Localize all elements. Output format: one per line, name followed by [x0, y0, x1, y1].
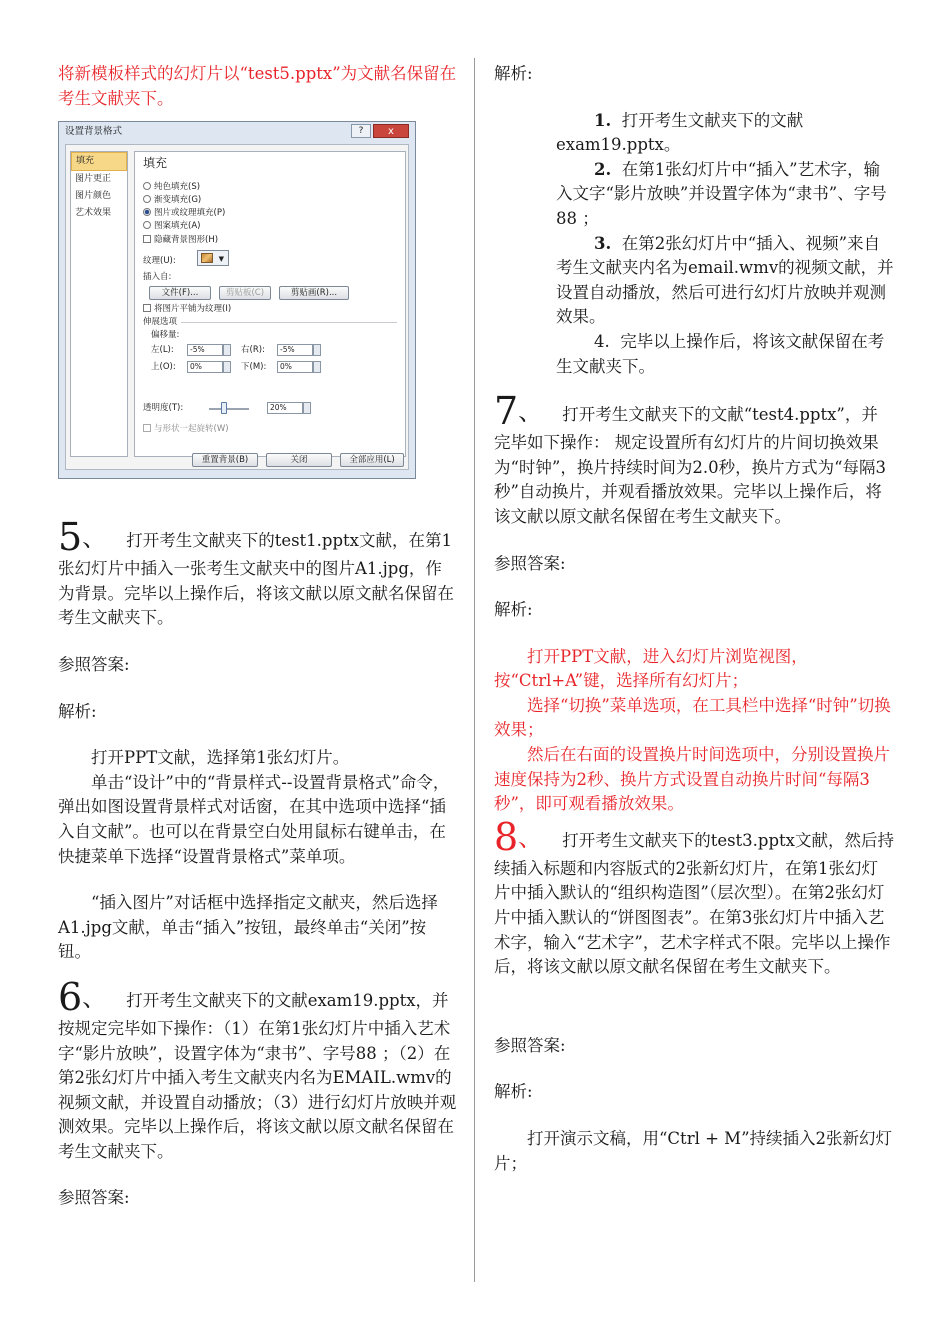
spacer: [494, 530, 894, 552]
analysis-label: 解析:: [494, 1082, 533, 1102]
answer-label: 参照答案:: [58, 654, 130, 674]
clipart-button[interactable]: 剪贴画(R)...: [279, 286, 349, 300]
spacer: [58, 631, 458, 653]
option-solid-fill[interactable]: 纯色填充(S): [143, 182, 200, 193]
top-offset-label: 上(O):: [151, 362, 176, 373]
nav-item-artistic-effects[interactable]: 艺术效果: [75, 208, 112, 219]
option-pattern-fill[interactable]: 图案填充(A): [143, 221, 200, 232]
analysis-red-paragraph: 打开PPT文献，进入幻灯片浏览视图，按“Ctrl+A”键，选择所有幻灯片；: [494, 646, 808, 691]
dialog-nav: [70, 151, 128, 457]
question-text: 打开考生文献夹下的文献exam19.pptx，并按规定完毕如下操作：（1）在第1张幻灯片中插入艺术字“影片放映”，设置字体为“隶书”、字号88 ；（2）在第2张幻灯片中插入考生文献夹内名为EMAIL.wmv的视频文献，并设置自动播放；（3）进行幻灯片放映并观测效果。完毕以上操作后，将该文献以原文献名保留在考生文献夹下。: [58, 990, 457, 1161]
step-item: 2. 在第1张幻灯片中“插入”艺术字，输入文字“影片放映”并设置字体为“隶书”、字号88 ；: [556, 159, 887, 228]
question-text: 打开考生文献夹下的test3.pptx文献，然后持续插入标题和内容版式的2张新幻灯片，在第1张幻灯片中插入默认的“组织构造图”（层次型）。在第2张幻灯片中插入默认的“饼图图表”。在第3张幻灯片中插入艺术字，输入“艺术字”，艺术字样式不限。完毕以上操作后，将该文献以原文献名保留在考生文献夹下。: [494, 830, 894, 977]
right-offset-input[interactable]: -5%: [277, 344, 313, 356]
question-number: 5: [58, 515, 83, 560]
spacer: [58, 479, 458, 517]
spacer: [494, 1012, 894, 1034]
background-format-dialog: [58, 121, 416, 479]
right-offset-label: 右(R):: [241, 345, 265, 356]
question-5: [58, 517, 458, 631]
spacer: [58, 678, 458, 700]
step-item: 1. 打开考生文献夹下的文献exam19.pptx。: [556, 110, 804, 155]
stretch-separator: [181, 322, 397, 323]
apply-all-button[interactable]: 全部应用(L): [340, 453, 404, 467]
answer-label: 参照答案:: [494, 1035, 566, 1055]
question-8: [494, 814, 894, 980]
chevron-down-icon: ▼: [218, 255, 224, 264]
dialog-close-button[interactable]: 关闭: [266, 453, 332, 467]
step-item: 3. 在第2张幻灯片中“插入、视频”来自考生文献夹内名为email.wmv的视频文献，并设置自动播放，然后可进行幻灯片放映并观测效果。: [556, 233, 894, 327]
nav-item-picture-color[interactable]: 图片颜色: [75, 191, 112, 202]
transparency-slider-thumb[interactable]: [221, 402, 227, 414]
spacer: [494, 980, 894, 1012]
analysis-paragraph: 打开演示文稿，用“Ctrl + M”持续插入2张新幻灯片；: [494, 1129, 892, 1173]
bottom-offset-label: 下(M):: [241, 362, 267, 373]
file-button[interactable]: 文件(F)...: [149, 286, 211, 300]
transparency-spinner[interactable]: [303, 402, 311, 414]
reset-background-button[interactable]: 重置背景(B): [192, 453, 258, 467]
hide-background-checkbox[interactable]: 隐藏背景图形(H): [143, 235, 218, 246]
question-number: 8: [494, 814, 519, 859]
question-text: 打开考生文献夹下的test1.pptx文献，在第1张幻灯片中插入一张考生文献夹中的图片A1.jpg，作为背景。完毕以上操作后，将该文献以原文献名保留在考生文献夹下。: [58, 531, 454, 628]
radio-icon: [143, 195, 151, 203]
radio-icon: [143, 221, 151, 229]
transparency-slider-track[interactable]: [209, 408, 249, 410]
answer-label: 参照答案:: [494, 553, 566, 573]
transparency-input[interactable]: 20%: [267, 402, 303, 414]
answer-label: 参照答案:: [58, 1188, 130, 1208]
intro-red-text: 将新模板样式的幻灯片以“test5.pptx”为文献名保留在考生文献夹下。: [58, 64, 457, 108]
bottom-offset-input[interactable]: 0%: [277, 361, 313, 373]
analysis-label: 解析:: [494, 64, 533, 83]
spacer: [494, 576, 894, 598]
insert-from-label: 插入自:: [143, 272, 172, 283]
analysis-paragraph: 单击“设计”中的“背景样式--设置背景格式”命令，弹出如图设置背景样式对话窗，在其中选项中选择“插入自文献”。也可以在背景空白处用鼠标右键单击，在快捷菜单下选择“设置背景格式”菜单项。: [58, 772, 450, 866]
spacer: [494, 87, 894, 109]
question-7: [494, 391, 894, 529]
dialog-body: [65, 144, 409, 470]
spacer: [58, 869, 458, 891]
spacer: [58, 965, 458, 977]
offset-label: 偏移量:: [151, 330, 180, 341]
analysis-paragraph: “插入图片”对话框中选择指定文献夹，然后选择A1.jpg文献，单击“插入”按钮，最终单击“关闭”按钮。: [58, 893, 438, 962]
checkbox-icon: [143, 424, 151, 432]
analysis-red-paragraph: 然后在右面的设置换片时间选项中，分别设置换片速度保持为2秒、换片方式设置自动换片时间“每隔3秒”，即可观看播放效果。: [494, 745, 890, 814]
left-offset-input[interactable]: -5%: [187, 344, 223, 356]
question-number: 7: [494, 389, 519, 434]
help-button[interactable]: ?: [351, 124, 371, 138]
spacer: [494, 379, 894, 391]
clipboard-button[interactable]: 剪贴板(C): [219, 286, 271, 300]
stretch-options-label: 伸展选项: [143, 317, 178, 328]
spacer: [494, 623, 894, 645]
nav-item-fill[interactable]: 填充: [71, 152, 127, 171]
dialog-main-panel: [134, 151, 406, 457]
option-picture-fill[interactable]: 图片或纹理填充(P): [143, 208, 225, 219]
radio-icon: [143, 182, 151, 190]
dialog-title: 设置背景格式: [65, 126, 123, 138]
question-sep: 、: [518, 398, 543, 427]
question-number: 6: [58, 974, 83, 1019]
analysis-red-paragraph: 选择“切换”菜单选项，在工具栏中选择“时钟”切换效果；: [494, 695, 891, 740]
left-column: [58, 62, 458, 1211]
spacer: [58, 724, 458, 746]
transparency-label: 透明度(T):: [143, 403, 184, 414]
spacer: [494, 1058, 894, 1080]
spacer: [494, 1105, 894, 1127]
left-offset-label: 左(L):: [151, 345, 174, 356]
left-offset-spinner[interactable]: [223, 344, 231, 356]
step-item: 4. 完毕以上操作后，将该文献保留在考生文献夹下。: [556, 331, 885, 376]
fill-heading: 填充: [143, 156, 168, 171]
rotate-with-shape-checkbox[interactable]: 与形状一起旋转(W): [143, 424, 229, 435]
spacer: [58, 1164, 458, 1186]
nav-item-picture-corrections[interactable]: 图片更正: [75, 174, 112, 185]
right-column: [494, 62, 894, 1176]
close-button[interactable]: x: [373, 124, 409, 138]
question-6: [58, 974, 458, 1165]
analysis-label: 解析:: [58, 701, 97, 721]
question-sep: 、: [82, 524, 107, 553]
question-text: 打开考生文献夹下的文献“test4.pptx”，并完毕如下操作： 规定设置所有幻灯片的片间切换效果为“时钟”，换片持续时间为2.0秒，换片方式为“每隔3秒”自动换片，并观看播放效果。完毕以上操作后，将该文献以原文献名保留在考生文献夹下。: [494, 405, 887, 526]
texture-dropdown[interactable]: [197, 250, 229, 266]
texture-swatch-icon: [201, 253, 213, 263]
steps-list: [494, 109, 894, 380]
option-gradient-fill[interactable]: 渐变填充(G): [143, 195, 201, 206]
texture-label: 纹理(U):: [143, 256, 176, 267]
analysis-paragraph: 打开PPT文献，选择第1张幻灯片。: [91, 748, 350, 768]
bottom-offset-spinner[interactable]: [313, 361, 321, 373]
analysis-label: 解析:: [494, 600, 533, 620]
right-offset-spinner[interactable]: [313, 344, 321, 356]
top-offset-spinner[interactable]: [223, 361, 231, 373]
radio-selected-icon: [143, 208, 151, 216]
question-sep: 、: [518, 823, 543, 852]
top-offset-input[interactable]: 0%: [187, 361, 223, 373]
checkbox-icon: [143, 235, 151, 243]
checkbox-icon: [143, 304, 151, 312]
question-sep: 、: [82, 983, 107, 1012]
tile-checkbox[interactable]: 将图片平铺为纹理(I): [143, 304, 231, 315]
column-divider: [474, 58, 475, 1282]
